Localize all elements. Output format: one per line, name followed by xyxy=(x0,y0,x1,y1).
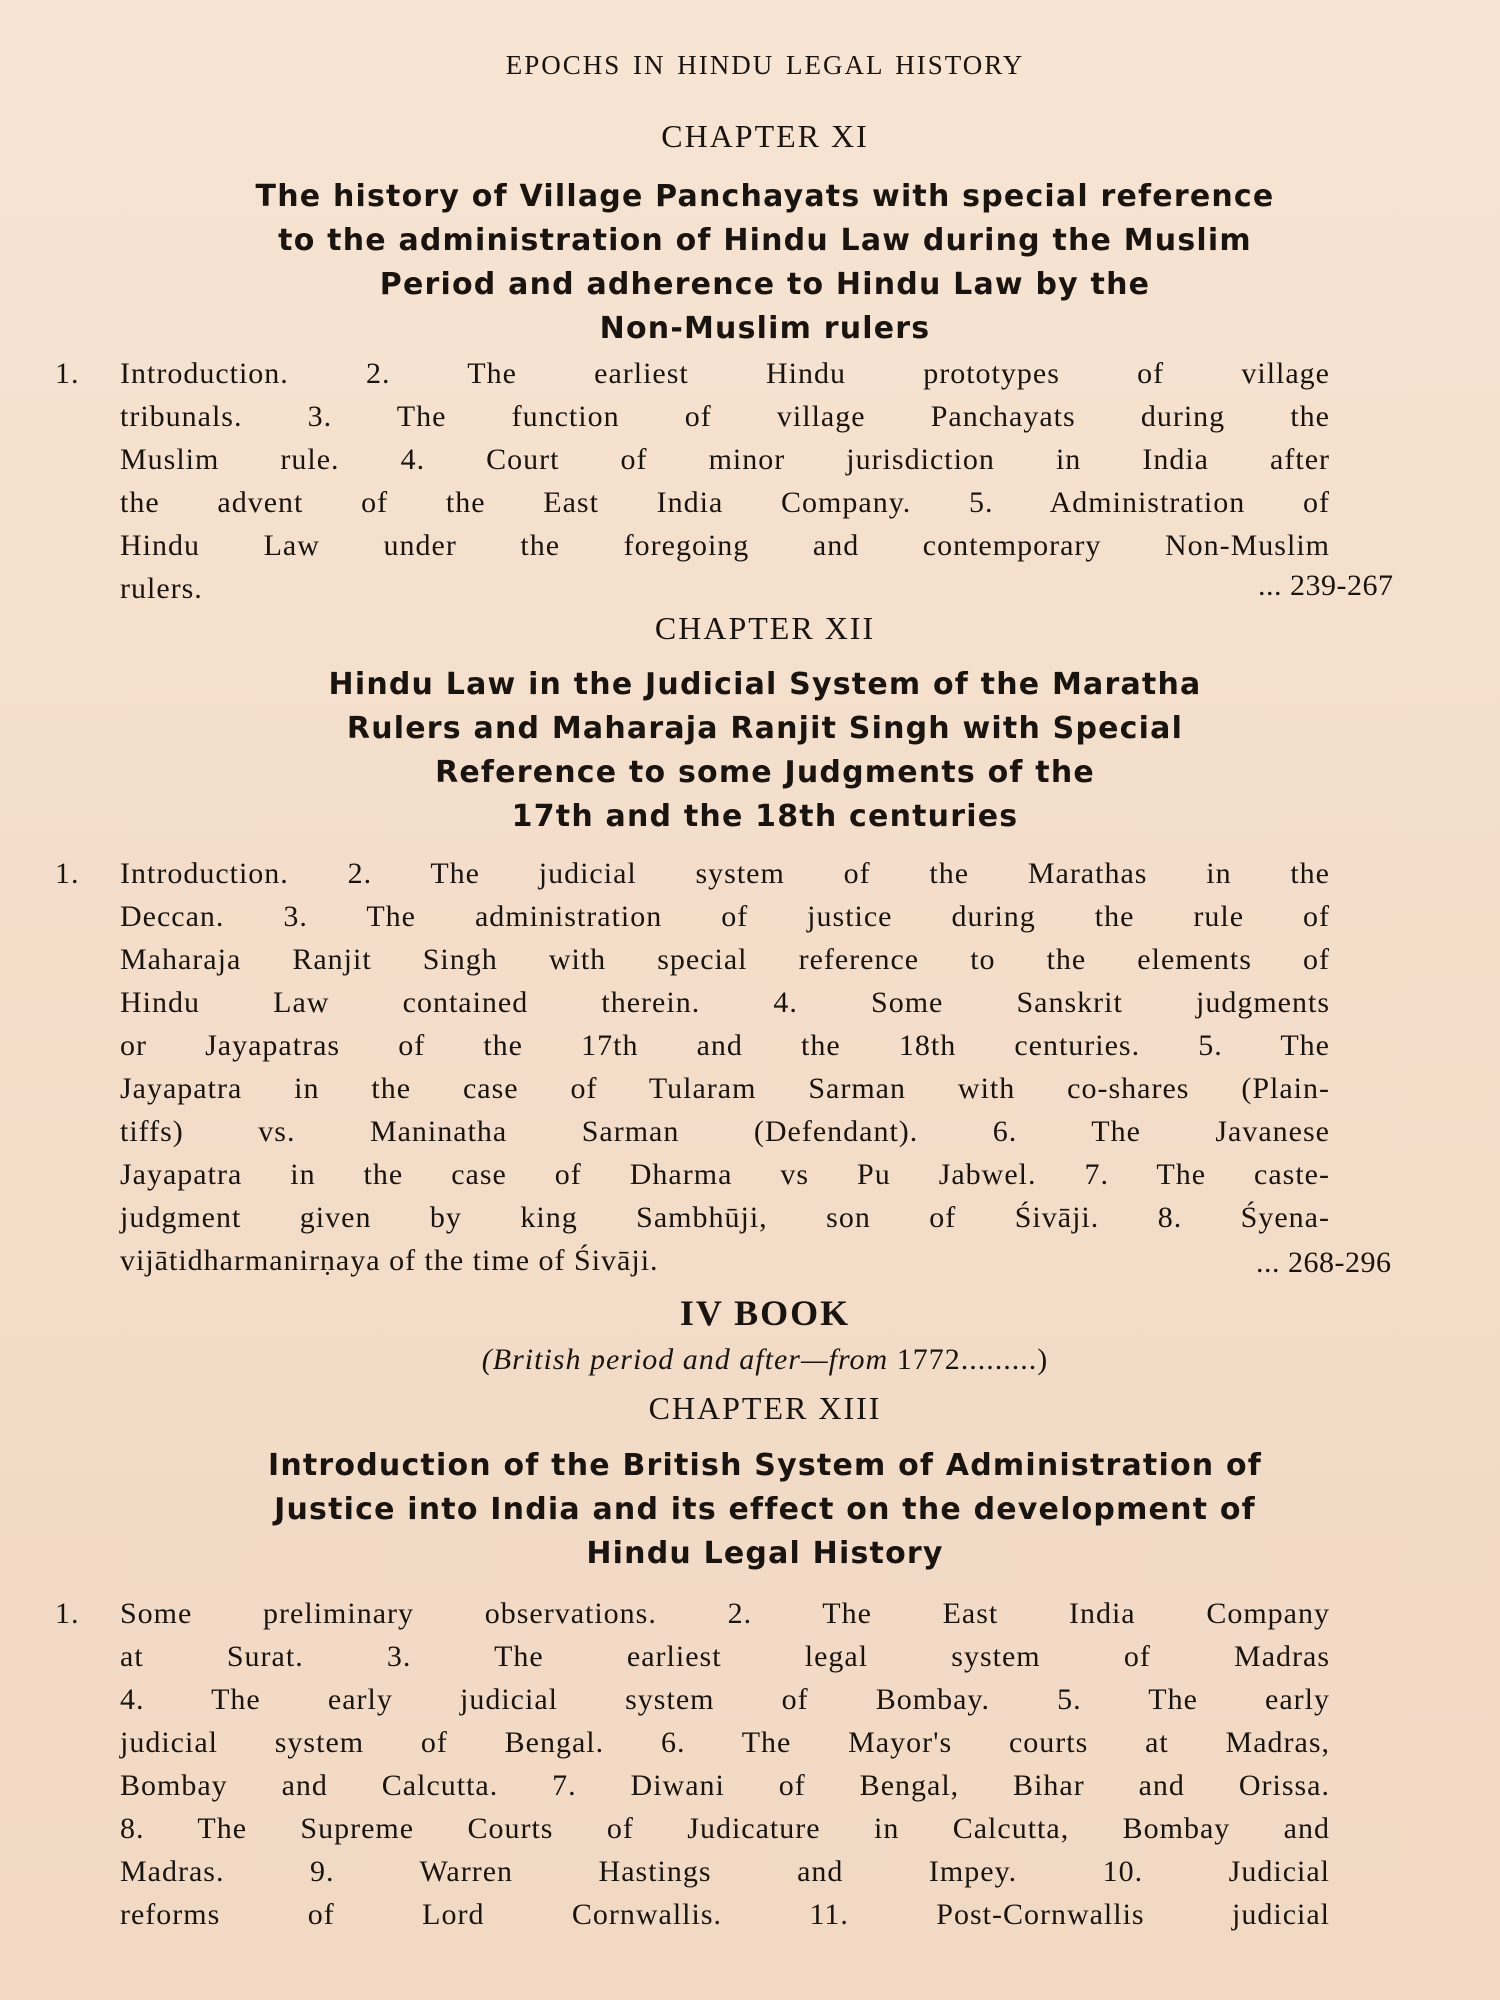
chapter-xi-heading: CHAPTER XI xyxy=(661,118,869,154)
chapter-xii-contents-line: tiffs) vs. Maninatha Sarman (Defendant). 6. The Javanese xyxy=(120,1115,1330,1148)
chapter-xi-page-range: ... 239-267 xyxy=(1258,569,1394,602)
chapter-xi-contents-line: rulers. xyxy=(120,572,203,605)
chapter-xii-heading: CHAPTER XII xyxy=(654,610,876,646)
chapter-xii-contents-line: judgment given by king Sambhūji, son of Śivāji. 8. Śyena- xyxy=(120,1201,1330,1234)
chapter-xiii-contents-line: Bombay and Calcutta. 7. Diwani of Bengal, Bihar and Orissa. xyxy=(120,1769,1330,1802)
chapter-xi-title xyxy=(150,175,1380,351)
book-iv-subtitle xyxy=(0,1343,1500,1377)
chapter-xiii-contents-line: at Surat. 3. The earliest legal system of Madras xyxy=(120,1640,1330,1673)
book-iv-subtitle-italic: (British period and after—from xyxy=(481,1343,897,1376)
chapter-xii-contents xyxy=(55,852,1335,1282)
chapter-xi-contents-line: tribunals. 3. The function of village Panchayats during the xyxy=(120,400,1330,433)
chapter-xiii-heading: CHAPTER XIII xyxy=(648,1390,882,1426)
chapter-xiii-item-number: 1. xyxy=(55,1597,80,1630)
chapter-xiii-contents-line: 4. The early judicial system of Bombay. 5. The early xyxy=(120,1683,1330,1716)
chapter-xi-contents-line: Introduction. 2. The earliest Hindu prototypes of village xyxy=(120,357,1330,390)
chapter-xii-item-number: 1. xyxy=(55,857,80,890)
book-iv-subtitle-year: 1772.........) xyxy=(896,1343,1049,1376)
chapter-xi-title-line: to the administration of Hindu Law during the Muslim xyxy=(278,223,1252,258)
chapter-xii-contents-line: Hindu Law contained therein. 4. Some Sanskrit judgments xyxy=(120,986,1330,1019)
chapter-xii-title-line: 17th and the 18th centuries xyxy=(511,799,1019,834)
chapter-xii-title-line: Reference to some Judgments of the xyxy=(435,755,1095,790)
chapter-xii-contents-line: Jayapatra in the case of Tularam Sarman with co-shares (Plain- xyxy=(120,1072,1330,1105)
chapter-xiii-title-line: Justice into India and its effect on the development of xyxy=(274,1492,1256,1527)
chapter-xii-contents-line: Deccan. 3. The administration of justice during the rule of xyxy=(120,900,1330,933)
chapter-xi-contents-line: the advent of the East India Company. 5. Administration of xyxy=(120,486,1330,519)
chapter-xiii-contents-line: judicial system of Bengal. 6. The Mayor's courts at Madras, xyxy=(120,1726,1330,1759)
chapter-xi-contents-line: Muslim rule. 4. Court of minor jurisdiction in India after xyxy=(120,443,1330,476)
running-head: EPOCHS IN HINDU LEGAL HISTORY xyxy=(505,50,1025,80)
chapter-xi-title-line: The history of Village Panchayats with special reference xyxy=(255,179,1275,214)
chapter-xiii-title-line: Hindu Legal History xyxy=(586,1536,944,1571)
chapter-xii-title xyxy=(150,663,1380,839)
chapter-xi-title-line: Period and adherence to Hindu Law by the xyxy=(379,267,1151,302)
chapter-xii-contents-line: Introduction. 2. The judicial system of the Marathas in the xyxy=(120,857,1330,890)
chapter-xiii-contents-line: Some preliminary observations. 2. The East India Company xyxy=(120,1597,1330,1630)
chapter-xii-title-line: Hindu Law in the Judicial System of the Maratha xyxy=(328,667,1202,702)
chapter-xiii-contents-line: reforms of Lord Cornwallis. 11. Post-Cornwallis judicial xyxy=(120,1898,1330,1931)
chapter-xi-title-line: Non-Muslim rulers xyxy=(599,311,931,346)
chapter-xiii-title xyxy=(150,1444,1380,1576)
chapter-xiii-contents-line: Madras. 9. Warren Hastings and Impey. 10. Judicial xyxy=(120,1855,1330,1888)
book-iv-title: IV BOOK xyxy=(679,1293,851,1333)
chapter-xii-title-line: Rulers and Maharaja Ranjit Singh with Special xyxy=(346,711,1184,746)
chapter-xiii-contents-line: 8. The Supreme Courts of Judicature in Calcutta, Bombay and xyxy=(120,1812,1330,1845)
chapter-xiii-contents xyxy=(55,1592,1335,1936)
chapter-xi-contents xyxy=(55,352,1335,610)
chapter-xii-contents-line: Maharaja Ranjit Singh with special reference to the elements of xyxy=(120,943,1330,976)
chapter-xi-contents-line: Hindu Law under the foregoing and contemporary Non-Muslim xyxy=(120,529,1330,562)
chapter-xii-contents-line: or Jayapatras of the 17th and the 18th centuries. 5. The xyxy=(120,1029,1330,1062)
chapter-xii-page-range: ... 268-296 xyxy=(1256,1246,1392,1279)
chapter-xii-contents-line: Jayapatra in the case of Dharma vs Pu Jabwel. 7. The caste- xyxy=(120,1158,1330,1191)
chapter-xiii-title-line: Introduction of the British System of Administration of xyxy=(267,1448,1263,1483)
chapter-xi-item-number: 1. xyxy=(55,357,80,390)
chapter-xii-contents-line: vijātidharmanirṇaya of the time of Śivāji. xyxy=(120,1244,659,1277)
